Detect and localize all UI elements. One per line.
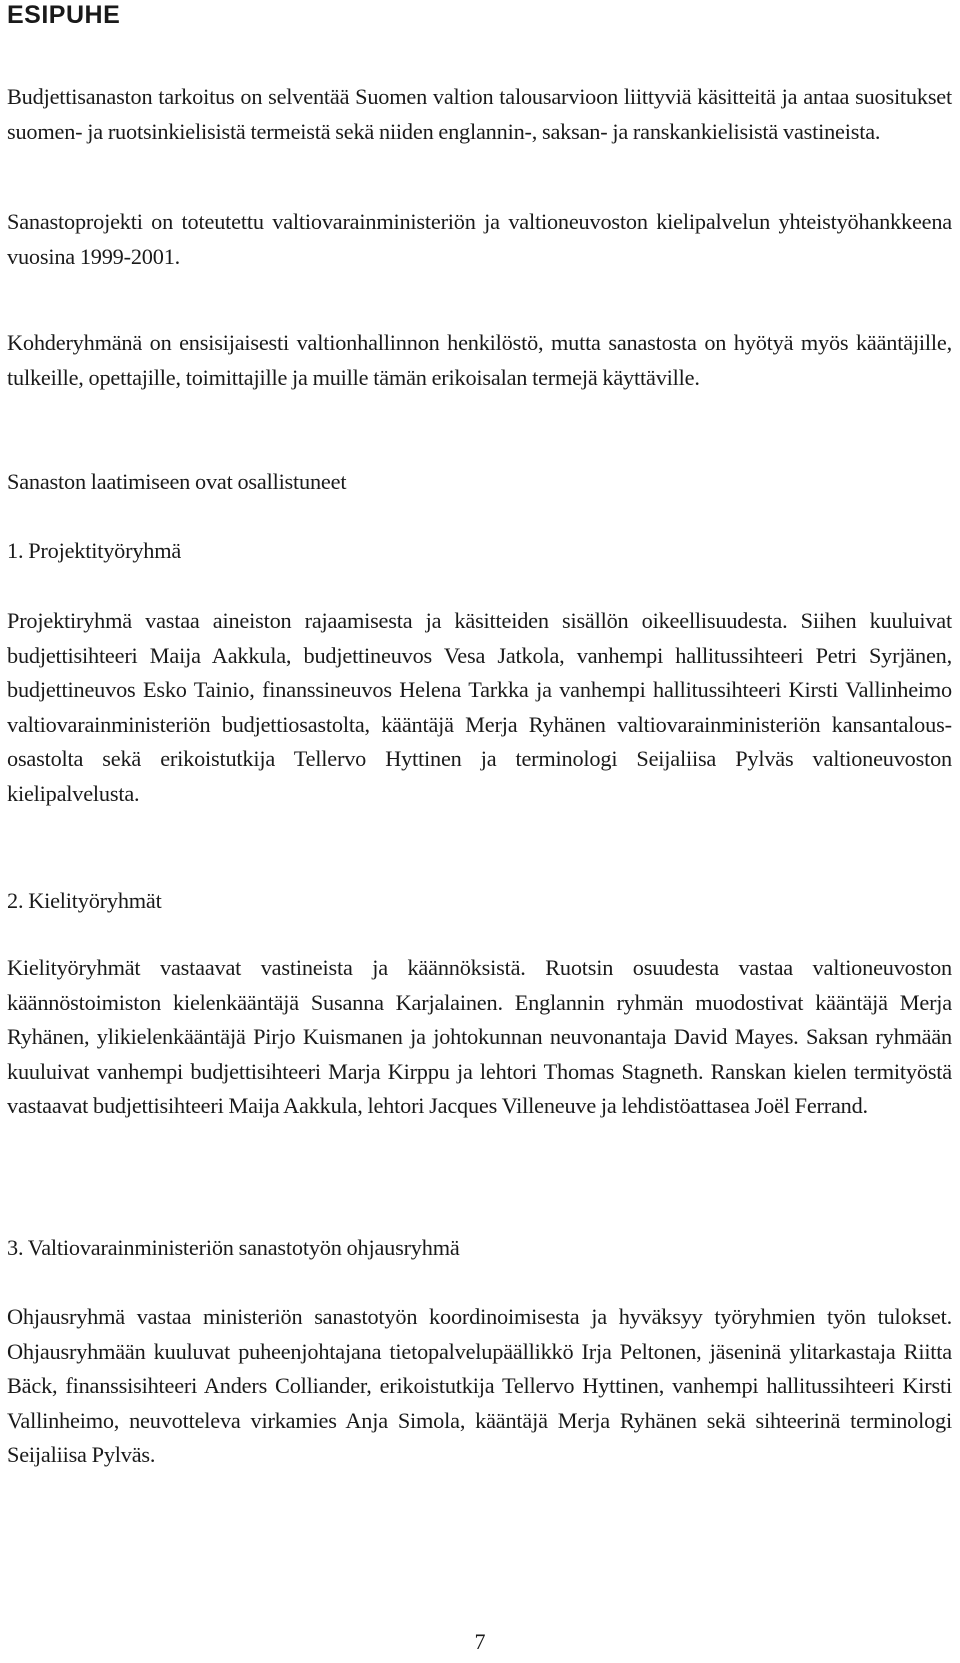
document-page (7, 0, 952, 1467)
paragraph-project-group: Projektiryhmä vastaa aineiston rajaamisesta ja käsitteiden sisällön oikeellisuudesta. Siihen kuuluivat budjettisihteeri Maija Aakkula, budjettineuvos Vesa Jatkola, vanhempi hallitussihteeri Petri Syrjänen, budjettineuvos Esko Tainio, finanssineuvos Helena Tarkka ja vanhempi hallitussihteeri Kirsti Vallinheimo valtiovarainministeriön budjettiosastolta, kääntäjä Merja Ryhänen valtiovarainministeriön kansantalousosastolta sekä erikoistutkija Tellervo Hyttinen ja terminologi Seijaliisa Pylväs valtioneuvoston kielipalvelusta. (7, 608, 952, 806)
section-heading-project-group: 1. Projektityöryhmä (7, 538, 182, 563)
page-heading: ESIPUHE (7, 1, 121, 29)
paragraph-project: Sanastoprojekti on toteutettu valtiovarainministeriön ja valtioneuvoston kielipalvelun yhteistyöhankkeena vuosina 1999-2001. (7, 209, 952, 269)
paragraph-target-group: Kohderyhmänä on ensisijaisesti valtionhallinnon henkilöstö, mutta sanastosta on hyötyä myös kääntäjille, tulkeille, opettajille, toimittajille ja muille tämän erikoisalan termejä käyttäville. (7, 330, 952, 390)
section-heading-language-groups: 2. Kielityöryhmät (7, 888, 162, 913)
paragraph-purpose: Budjettisanaston tarkoitus on selventää Suomen valtion talousarvioon liittyviä käsitteitä ja antaa suositukset suomen- ja ruotsinkielisistä termeistä sekä niiden englannin-, saksan- ja ranskankielisistä vastineista. (7, 84, 952, 144)
paragraph-steering-group: Ohjausryhmä vastaa ministeriön sanastotyön koordinoimisesta ja hyväksyy työryhmien työn tulokset. Ohjausryhmään kuuluvat puheenjohtajana tietopalvelupäällikkö Irja Peltonen, jäseninä ylitarkastaja Riitta Bäck, finanssisihteeri Anders Colliander, erikoistutkija Tellervo Hyttinen, vanhempi hallitussihteeri Kirsti Vallinheimo, neuvotteleva virkamies Anja Simola, kääntäjä Merja Ryhänen sekä sihteerinä terminologi Seijaliisa Pylväs. (7, 1304, 952, 1467)
paragraph-language-groups: Kielityöryhmät vastaavat vastineista ja käännöksistä. Ruotsin osuudesta vastaa valtioneuvoston käännöstoimiston kielenkääntäjä Susanna Karjalainen. Englannin ryhmän muodostivat kääntäjä Merja Ryhänen, ylikielenkääntäjä Pirjo Kuismanen ja johtokunnan neuvonantaja David Mayes. Saksan ryhmään kuuluivat vanhempi budjettisihteeri Marja Kirppu ja lehtori Thomas Stagneth. Ranskan kielen termityöstä vastaavat budjettisihteeri Maija Aakkula, lehtori Jacques Villeneuve ja lehdistöattasea Joël Ferrand. (7, 955, 952, 1118)
section-heading-steering-group: 3. Valtiovarainministeriön sanastotyön ohjausryhmä (7, 1235, 460, 1260)
paragraph-participants-intro: Sanaston laatimiseen ovat osallistuneet (7, 469, 347, 494)
page-number: 7 (474, 1629, 486, 1654)
